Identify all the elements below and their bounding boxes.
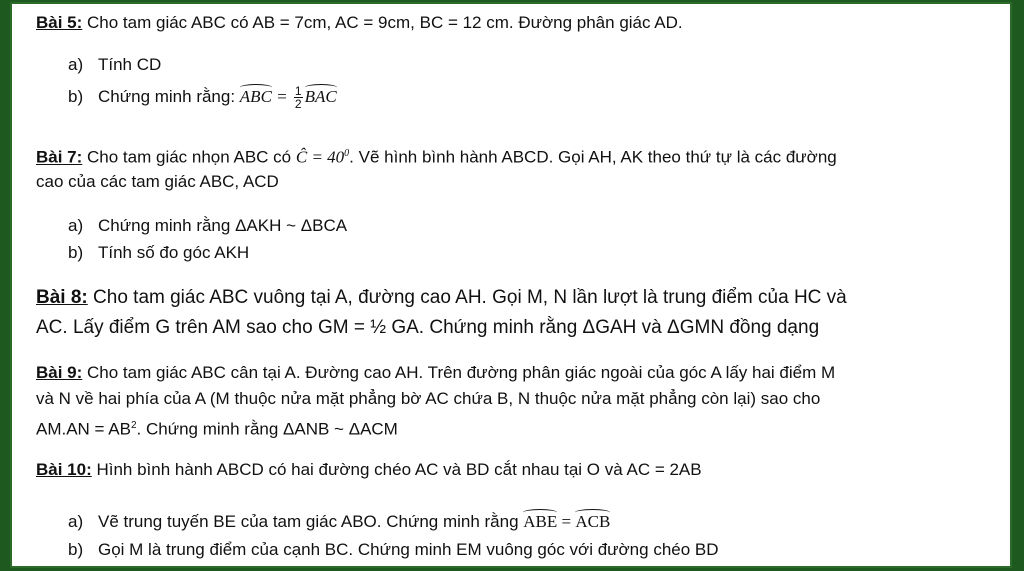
problem-7-item-b: [68, 240, 249, 266]
problem-10-item-a: [68, 509, 610, 535]
fraction-denominator: 2: [294, 97, 302, 112]
item-text: Vẽ trung tuyến BE của tam giác ABO. Chứng minh rằng: [98, 512, 524, 531]
item-text: Chứng minh rằng:: [98, 87, 240, 106]
item-marker: b): [68, 87, 84, 106]
square-superscript: 2: [130, 420, 137, 431]
fraction-one-half: [294, 85, 303, 110]
problem-8-line-1: Cho tam giác ABC vuông tại A, đường cao AH. Gọi M, N lần lượt là trung điểm của HC và: [87, 287, 847, 308]
problem-9-line-2: và N về hai phía của A (M thuộc nửa mặt phẳng bờ AC chứa B, N thuộc nửa mặt phẳng còn lại) sao cho: [36, 389, 821, 408]
problem-8-label: Bài 8:: [36, 287, 88, 308]
problem-10: [36, 457, 702, 483]
problem-7: [36, 141, 837, 171]
problem-9-label: Bài 9:: [36, 363, 83, 382]
angle-c-value: Ĉ = 40: [295, 147, 345, 167]
angle-abc: ABC: [240, 84, 272, 110]
problem-8-line-2: AC. Lấy điểm G trên AM sao cho GM = ½ GA. Chứng minh rằng ΔGAH và ΔGMN đồng dạng: [36, 317, 820, 338]
problem-9-line-3-end: . Chứng minh rằng ΔANB ~ ΔACM: [136, 419, 398, 439]
problem-7-text-start: Cho tam giác nhọn ABC có: [82, 147, 296, 167]
problem-5-item-b: [68, 84, 337, 110]
problem-7-text-end: . Vẽ hình bình hành ABCD. Gọi AH, AK theo thứ tự là các đường: [349, 147, 837, 167]
item-text: Tính CD: [98, 55, 162, 74]
problem-7-label: Bài 7:: [36, 147, 83, 167]
item-text: Tính số đo góc AKH: [98, 243, 250, 262]
problem-9-line-3: [36, 413, 398, 443]
problem-5: [36, 10, 683, 36]
item-text: Chứng minh rằng ΔAKH ~ ΔBCA: [98, 216, 348, 235]
problem-7-line-2: cao của các tam giác ABC, ACD: [36, 172, 279, 191]
fraction-numerator: 1: [294, 84, 302, 99]
problem-8: [36, 285, 847, 311]
problem-5-item-a: [68, 52, 161, 78]
equals-sign: =: [557, 512, 576, 531]
angle-abe: ABE: [523, 509, 557, 535]
problem-5-text: Cho tam giác ABC có AB = 7cm, AC = 9cm, BC = 12 cm. Đường phân giác AD.: [82, 13, 683, 32]
problem-9-line-1: Cho tam giác ABC cân tại A. Đường cao AH. Trên đường phân giác ngoài của góc A lấy hai điểm M: [82, 363, 836, 382]
worksheet-page: [12, 4, 1010, 566]
problem-7-item-a: [68, 213, 347, 239]
item-marker: b): [68, 540, 84, 559]
item-marker: a): [68, 512, 84, 531]
degree-superscript: 0: [344, 148, 350, 159]
problem-9-line-3-start: AM.AN = AB: [36, 419, 131, 439]
problem-10-line-1: Hình bình hành ABCD có hai đường chéo AC và BD cắt nhau tại O và AC = 2AB: [91, 460, 702, 479]
angle-bac: BAC: [305, 84, 337, 110]
item-text: Gọi M là trung điểm của cạnh BC. Chứng minh EM vuông góc với đường chéo BD: [98, 540, 719, 559]
problem-10-item-b: [68, 537, 719, 563]
problem-10-label: Bài 10:: [36, 460, 92, 479]
equals-sign: =: [271, 87, 292, 106]
problem-9: [36, 360, 835, 386]
problem-5-label: Bài 5:: [36, 13, 83, 32]
angle-acb: ACB: [575, 509, 610, 535]
item-marker: a): [68, 55, 84, 74]
item-marker: a): [68, 216, 84, 235]
item-marker: b): [68, 243, 84, 262]
